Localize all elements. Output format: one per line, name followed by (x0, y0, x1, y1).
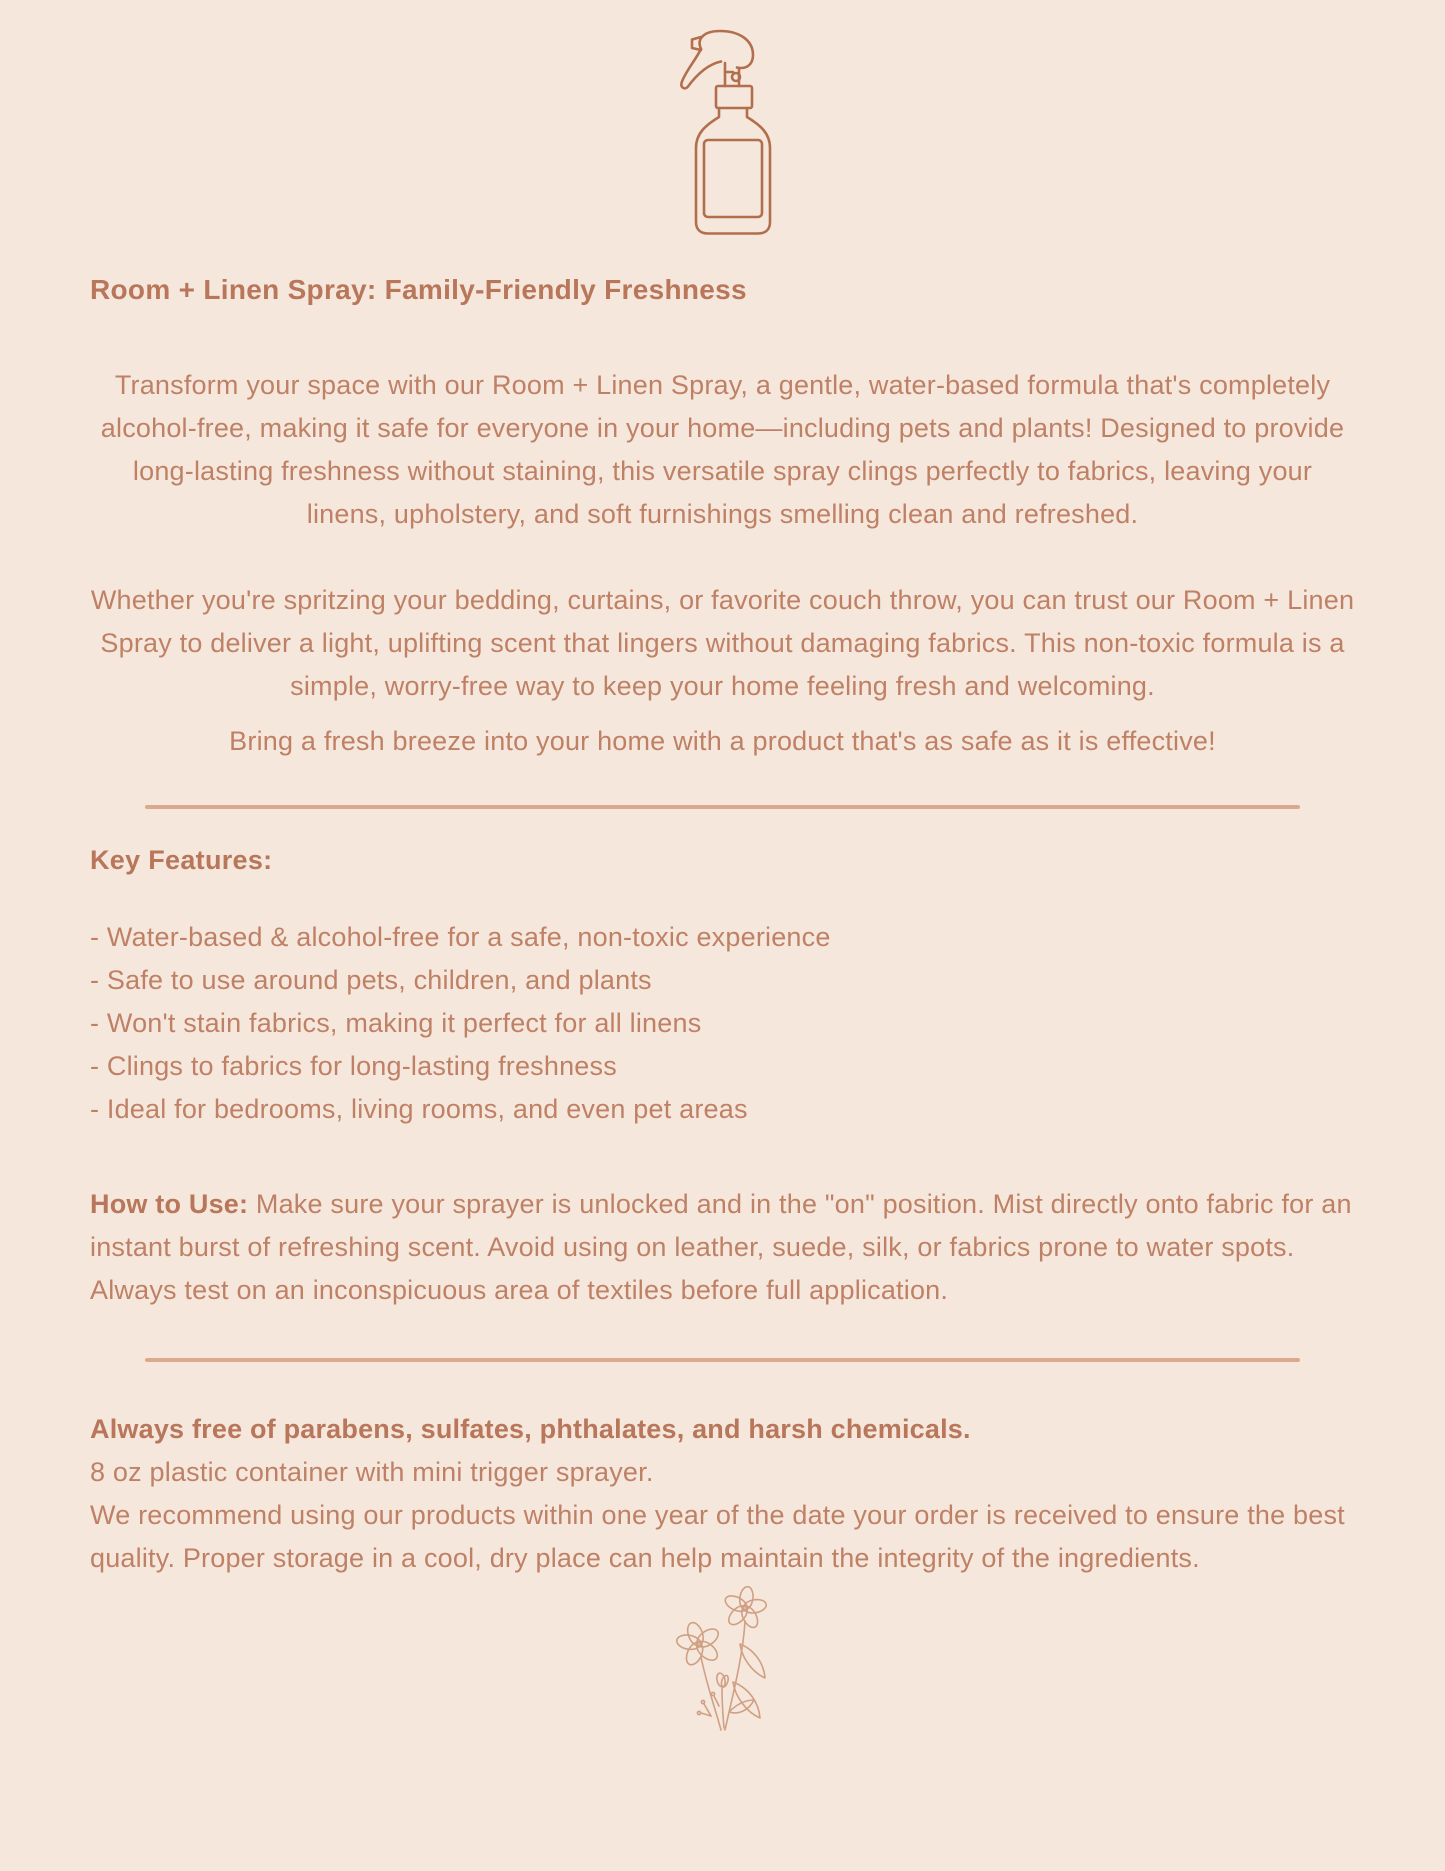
content-column (0, 274, 1445, 1580)
spray-bottle-icon (671, 28, 775, 238)
key-features-list (90, 916, 1355, 1131)
section-divider-top (145, 805, 1300, 809)
key-features-heading: Key Features: (90, 845, 273, 875)
feature-item: - Clings to fabrics for long-lasting freshness (90, 1051, 617, 1081)
container-line: 8 oz plastic container with mini trigger sprayer. (90, 1457, 654, 1487)
intro-paragraph-2: Whether you're spritzing your bedding, curtains, or favorite couch throw, you can trust our Room + Linen Spray to deliver a light, uplifting scent that lingers without damaging fabrics. This non-toxic formula is a simple, worry-free way to keep your home feeling fresh and welcoming. (90, 585, 1355, 701)
intro-paragraph-1: Transform your space with our Room + Linen Spray, a gentle, water-based formula that's completely alcohol-free, making it safe for everyone in your home—including pets and plants! Designed to provide long-lasting freshness without staining, this versatile spray clings perfectly to fabrics, leaving your linens, upholstery, and soft furnishings smelling clean and refreshed. (100, 370, 1345, 529)
feature-item: - Won't stain fabrics, making it perfect for all linens (90, 1008, 702, 1038)
free-of-line: Always free of parabens, sulfates, phthalates, and harsh chemicals. (90, 1414, 971, 1444)
flower-illustration-container (0, 1586, 1445, 1736)
page-title: Room + Linen Spray: Family-Friendly Freshness (90, 274, 747, 305)
feature-item: - Water-based & alcohol-free for a safe, non-toxic experience (90, 922, 831, 952)
feature-item: - Safe to use around pets, children, and plants (90, 965, 652, 995)
intro-paragraph-3: Bring a fresh breeze into your home with a product that's as safe as it is effective! (229, 726, 1216, 756)
section-divider-bottom (145, 1358, 1300, 1362)
wildflowers-icon (661, 1586, 785, 1736)
spray-bottle-illustration-container (0, 0, 1445, 240)
product-details-section (90, 1408, 1355, 1580)
how-to-use-paragraph (90, 1183, 1355, 1312)
intro-section (90, 364, 1355, 763)
feature-item: - Ideal for bedrooms, living rooms, and even pet areas (90, 1094, 748, 1124)
how-to-use-text: Make sure your sprayer is unlocked and in the "on" position. Mist directly onto fabric for an instant burst of refreshing scent. Avoid using on leather, suede, silk, or fabrics prone to water spots. Always test on an inconspicuous area of textiles before full application. (90, 1189, 1352, 1305)
shelf-life-line: We recommend using our products within one year of the date your order is received to ensure the best quality. Proper storage in a cool, dry place can help maintain the integrity of the ingredients. (90, 1500, 1345, 1573)
how-to-use-label: How to Use: (90, 1189, 249, 1219)
